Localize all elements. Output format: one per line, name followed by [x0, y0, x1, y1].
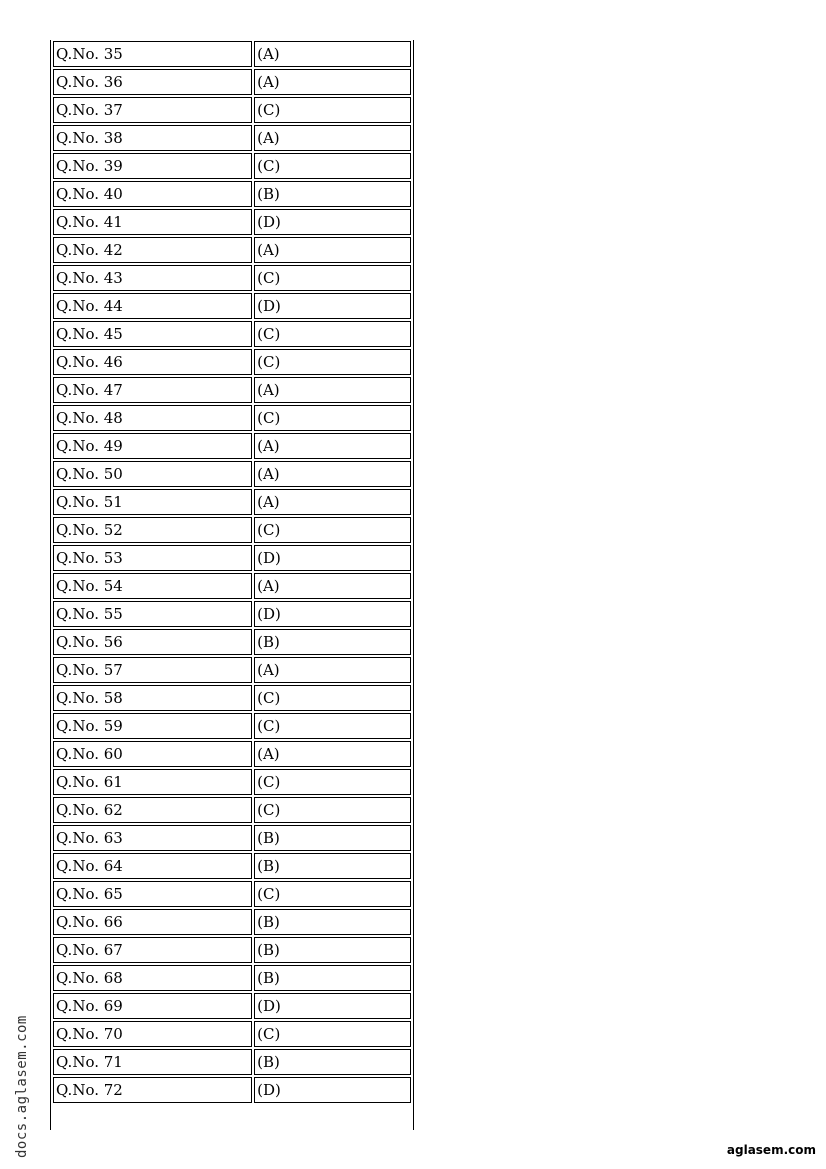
- table-row: [53, 405, 411, 431]
- question-number-cell: Q.No. 64: [53, 853, 252, 879]
- table-row: [53, 573, 411, 599]
- answer-option-cell: (A): [254, 573, 411, 599]
- question-number-cell: Q.No. 53: [53, 545, 252, 571]
- answer-option-cell: (C): [254, 321, 411, 347]
- question-number-cell: Q.No. 47: [53, 377, 252, 403]
- question-number-cell: Q.No. 71: [53, 1049, 252, 1075]
- question-number-cell: Q.No. 63: [53, 825, 252, 851]
- footer-brand: aglasem.com: [726, 1143, 816, 1157]
- question-number-cell: Q.No. 72: [53, 1077, 252, 1103]
- answer-option-cell: (A): [254, 377, 411, 403]
- answer-option-cell: (A): [254, 433, 411, 459]
- table-row: [53, 601, 411, 627]
- answer-option-cell: (D): [254, 545, 411, 571]
- question-number-cell: Q.No. 44: [53, 293, 252, 319]
- answer-option-cell: (A): [254, 741, 411, 767]
- table-row: [53, 713, 411, 739]
- question-number-cell: Q.No. 40: [53, 181, 252, 207]
- answer-key-table: [51, 39, 413, 1105]
- table-row: [53, 349, 411, 375]
- page-frame-right-border: [413, 40, 414, 1130]
- table-row: [53, 321, 411, 347]
- question-number-cell: Q.No. 46: [53, 349, 252, 375]
- table-row: [53, 489, 411, 515]
- answer-option-cell: (C): [254, 1021, 411, 1047]
- answer-option-cell: (A): [254, 489, 411, 515]
- table-row: [53, 181, 411, 207]
- question-number-cell: Q.No. 50: [53, 461, 252, 487]
- table-row: [53, 657, 411, 683]
- answer-option-cell: (C): [254, 881, 411, 907]
- answer-option-cell: (B): [254, 937, 411, 963]
- table-row: [53, 1077, 411, 1103]
- table-row: [53, 265, 411, 291]
- answer-option-cell: (B): [254, 1049, 411, 1075]
- table-row: [53, 965, 411, 991]
- question-number-cell: Q.No. 62: [53, 797, 252, 823]
- table-row: [53, 797, 411, 823]
- table-row: [53, 69, 411, 95]
- question-number-cell: Q.No. 35: [53, 41, 252, 67]
- question-number-cell: Q.No. 61: [53, 769, 252, 795]
- answer-option-cell: (A): [254, 461, 411, 487]
- question-number-cell: Q.No. 67: [53, 937, 252, 963]
- question-number-cell: Q.No. 36: [53, 69, 252, 95]
- table-row: [53, 153, 411, 179]
- answer-option-cell: (C): [254, 265, 411, 291]
- question-number-cell: Q.No. 59: [53, 713, 252, 739]
- question-number-cell: Q.No. 37: [53, 97, 252, 123]
- table-row: [53, 461, 411, 487]
- table-row: [53, 377, 411, 403]
- question-number-cell: Q.No. 54: [53, 573, 252, 599]
- table-row: [53, 433, 411, 459]
- answer-option-cell: (C): [254, 97, 411, 123]
- question-number-cell: Q.No. 38: [53, 125, 252, 151]
- question-number-cell: Q.No. 57: [53, 657, 252, 683]
- question-number-cell: Q.No. 65: [53, 881, 252, 907]
- question-number-cell: Q.No. 39: [53, 153, 252, 179]
- table-row: [53, 545, 411, 571]
- table-row: [53, 125, 411, 151]
- question-number-cell: Q.No. 60: [53, 741, 252, 767]
- table-row: [53, 41, 411, 67]
- table-row: [53, 937, 411, 963]
- answer-option-cell: (C): [254, 405, 411, 431]
- table-row: [53, 881, 411, 907]
- answer-option-cell: (A): [254, 41, 411, 67]
- answer-option-cell: (C): [254, 517, 411, 543]
- question-number-cell: Q.No. 58: [53, 685, 252, 711]
- table-row: [53, 853, 411, 879]
- question-number-cell: Q.No. 66: [53, 909, 252, 935]
- answer-option-cell: (B): [254, 965, 411, 991]
- table-row: [53, 685, 411, 711]
- table-row: [53, 1049, 411, 1075]
- table-row: [53, 293, 411, 319]
- table-row: [53, 741, 411, 767]
- answer-option-cell: (D): [254, 293, 411, 319]
- question-number-cell: Q.No. 70: [53, 1021, 252, 1047]
- question-number-cell: Q.No. 42: [53, 237, 252, 263]
- answer-option-cell: (A): [254, 69, 411, 95]
- answer-option-cell: (C): [254, 153, 411, 179]
- question-number-cell: Q.No. 68: [53, 965, 252, 991]
- table-row: [53, 1021, 411, 1047]
- answer-option-cell: (B): [254, 853, 411, 879]
- question-number-cell: Q.No. 52: [53, 517, 252, 543]
- answer-option-cell: (C): [254, 349, 411, 375]
- answer-option-cell: (A): [254, 657, 411, 683]
- table-row: [53, 209, 411, 235]
- question-number-cell: Q.No. 45: [53, 321, 252, 347]
- answer-option-cell: (D): [254, 993, 411, 1019]
- table-row: [53, 993, 411, 1019]
- table-row: [53, 97, 411, 123]
- question-number-cell: Q.No. 48: [53, 405, 252, 431]
- answer-option-cell: (C): [254, 713, 411, 739]
- answer-option-cell: (B): [254, 629, 411, 655]
- answer-option-cell: (C): [254, 769, 411, 795]
- question-number-cell: Q.No. 41: [53, 209, 252, 235]
- answer-option-cell: (C): [254, 797, 411, 823]
- answer-key-rows: [53, 41, 411, 1103]
- table-row: [53, 769, 411, 795]
- answer-option-cell: (B): [254, 825, 411, 851]
- question-number-cell: Q.No. 49: [53, 433, 252, 459]
- question-number-cell: Q.No. 69: [53, 993, 252, 1019]
- question-number-cell: Q.No. 51: [53, 489, 252, 515]
- answer-option-cell: (D): [254, 1077, 411, 1103]
- answer-option-cell: (B): [254, 909, 411, 935]
- table-row: [53, 629, 411, 655]
- question-number-cell: Q.No. 55: [53, 601, 252, 627]
- question-number-cell: Q.No. 43: [53, 265, 252, 291]
- answer-option-cell: (A): [254, 237, 411, 263]
- question-number-cell: Q.No. 56: [53, 629, 252, 655]
- side-watermark: docs.aglasem.com: [14, 1015, 30, 1158]
- answer-option-cell: (A): [254, 125, 411, 151]
- answer-option-cell: (D): [254, 209, 411, 235]
- table-row: [53, 517, 411, 543]
- answer-option-cell: (D): [254, 601, 411, 627]
- table-row: [53, 909, 411, 935]
- answer-option-cell: (B): [254, 181, 411, 207]
- table-row: [53, 825, 411, 851]
- table-row: [53, 237, 411, 263]
- answer-option-cell: (C): [254, 685, 411, 711]
